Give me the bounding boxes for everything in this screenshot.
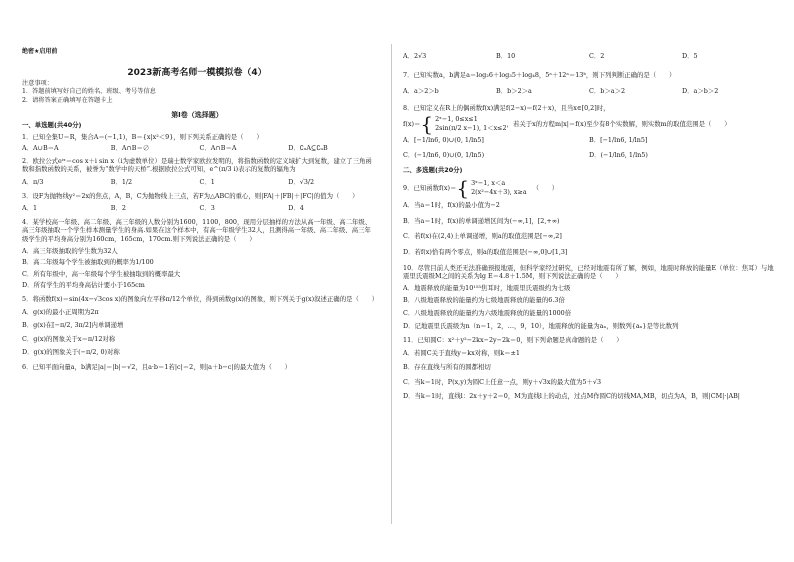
notes-block [22, 80, 372, 105]
option: A．π/3 [22, 177, 44, 186]
option: C．若f(x)在(2,4)上单调递增，则a的取值范围是[−∞,2] [403, 232, 562, 241]
question-4: 4．某学校高一年级、高二年级、高三年级的人数分别为1600，1100，800，现用分层抽样的方法从高一年级、高二年级、高三年级抽取一个学生样本测量学生的身高.如果在这个样本中，有高一年级学生32人，且测得高一年级、高二年级、高三年级学生的平均身高分别为160cm，165cm，170cm.则下列说法正确的是（ ） [22, 217, 372, 243]
note-2: 2．请将答案正确填写在答题卡上 [22, 96, 113, 104]
option: A．若圆C关于直线y＝kx对称，则k＝±1 [403, 348, 520, 357]
option: B．10 [496, 52, 516, 60]
case-1: 2ˣ−1, 0≤x≤1 [435, 115, 478, 124]
option: C．所有年级中，高一年级每个学生被抽取到的概率最大 [22, 269, 181, 278]
question-10-options [403, 284, 775, 330]
question-11-options [403, 349, 775, 401]
option: D．4 [288, 204, 304, 213]
secret-label: 绝密★启用前 [22, 48, 58, 55]
option: C．b＞a＞2 [589, 87, 626, 96]
option: A．a＞2＞b [403, 87, 439, 96]
option: A．2√3 [403, 52, 427, 60]
left-column [22, 121, 377, 371]
option: A．1 [22, 204, 38, 213]
option: C．1 [199, 177, 215, 186]
question-4-options [22, 247, 377, 290]
question-9-tail: （ ） [532, 183, 559, 192]
question-6: 6．已知平面向量a，b满足|a|＝|b|＝√2，且a·b＝1若|c|＝2，则|a＋b−c|的最大值为（ ） [22, 362, 292, 371]
note-1: 1．答题前填写好自己的姓名、班级、考号等信息 [22, 88, 156, 96]
option: A．[−1/ln6, 0)∪(0, 1/ln5] [403, 136, 484, 145]
option: B．2 [110, 204, 126, 213]
question-5-options [22, 308, 377, 357]
option: D．g(x)的图象关于(−π/2, 0)对称 [22, 348, 120, 357]
question-8-tail: ，若关于x的方程m|x|＝f(x)至少有8个实数解，则实数m的取值范围是（ ） [506, 120, 731, 129]
question-6-options [403, 52, 775, 61]
option: D．5 [682, 52, 698, 60]
section-multi-choice: 二、多选题(共20分) [403, 165, 463, 174]
option: D．(−1/ln6, 1/ln5) [589, 150, 648, 159]
option: B．存在直线与所有的圆都相切 [403, 363, 491, 372]
question-1-options [22, 144, 377, 153]
brace-icon: { [456, 176, 470, 201]
option: B．1/2 [110, 177, 133, 186]
notes-title: 注意事项： [22, 80, 53, 87]
question-3-options [22, 204, 377, 213]
section-single-choice: 一、单选题(共40分) [22, 121, 82, 129]
option: D．若f(x)恰有两个零点，则a的取值范围是(−∞,0]∪[1,3] [403, 247, 568, 256]
option: A．当a＝1时，f(x)的最小值为−2 [403, 201, 500, 210]
option: A．高三年级抽取的学生数为32人 [22, 246, 118, 255]
question-10: 10．尽管目前人类还无法准确预报地震，但科学家经过研究，已经对地震有所了解，例如，地震时释放的能量E（单位：焦耳）与地震里氏震级M之间的关系为lg E＝4.8＋1.5M，则下列说法正确的是（ ） [403, 263, 774, 281]
exam-title: 2023新高考名师一模模拟卷（4） [127, 68, 267, 78]
option: C．2 [589, 52, 605, 60]
option: B．A∩B＝∅ [110, 144, 150, 153]
column-divider [391, 44, 392, 524]
option: C．3 [199, 204, 215, 213]
question-9-options [403, 201, 775, 256]
question-9-stem: 9．已知函数f(x)＝ [403, 183, 457, 192]
cases [435, 115, 507, 133]
option: A．A∪B＝A [22, 144, 59, 153]
option: D．当k＝1时，直线l：2x＋y＋2＝0，M为直线l上的动点，过点M作圆C的切线MA,MB，切点为A，B，则|CM|·|AB| [403, 392, 740, 401]
option: D．所有学生的平均身高估计要小于165cm [22, 281, 145, 290]
case-2: 2sin(π/2 x−1), 1＜x≤2 [435, 124, 507, 133]
question-2-options [22, 178, 377, 187]
case-1: 3ˣ−1, x＜a [471, 179, 506, 188]
case-2: 2(x²−4x＋3), x≥a [471, 188, 527, 197]
option: C．(−1/ln6, 0)∪(0, 1/ln5) [403, 150, 485, 159]
question-5: 5．将函数f(x)＝sin(4x−√3cos x)的图象向左平移π/12个单位，得到函数g(x)的图象，则下列关于g(x)叙述正确的是（ ） [22, 294, 379, 303]
option: B．当a＝1时，f(x)的单调递增区间为(−∞,1]，[2,+∞) [403, 216, 560, 225]
option: A．g(x)的最小正周期为2π [22, 307, 99, 316]
question-3: 3．设F为抛物线y²＝2x的焦点，A，B，C为抛物线上三点，若F为△ABC的重心，则|FA|＋|FB|＋|FC|的值为（ ） [22, 191, 359, 200]
question-8: 8．已知定义在R上的偶函数f(x)满足f(2−x)＝f(2＋x)，且当x∈[0,2]时， [403, 103, 610, 112]
question-1: 1．已知全集U＝R，集合A＝(−1,1)，B＝{x|x²＜9}，则下列关系正确的是（ ） [22, 132, 263, 141]
option: B．高二年级每个学生被抽取到的概率为1/100 [22, 258, 154, 267]
fx-label: f(x)＝ [403, 120, 421, 129]
option: B．b＞2＞a [496, 87, 532, 96]
option: D．记地震里氏震级为n（n＝1，2，…，9，10），地震释放的能量为aₙ，则数列{aₙ}是等比数列 [403, 321, 679, 330]
question-7: 7．已知实数a，b满足a＝log₂6＋log₃5＋log₄8，5ᵃ＋12ᵃ＝13ᵇ，则下列判断正确的是（ ） [403, 70, 676, 79]
option: B．[−1/ln6, 1/ln5] [589, 136, 648, 145]
option: D．√3/2 [288, 177, 315, 186]
option: C．g(x)的图象关于x＝π/12对称 [22, 334, 116, 343]
option: C．当k＝1时，P(x,y)为圆C上任意一点，则y＋√3x的最大值为5＋√3 [403, 377, 602, 386]
option: B．g(x)在[−π/2, 3π/2]内单调递增 [22, 321, 124, 330]
option: C．八级地震释放的能量约为六级地震释放的能量的1000倍 [403, 308, 572, 317]
question-8-options [403, 136, 775, 159]
question-7-options [403, 87, 775, 96]
question-2: 2．欧拉公式eⁱˣ＝cos x＋i sin x（i为虚数单位）是瑞士数学家欧拉发明的，将指数函数的定义域扩大到复数，建立了三角函数和指数函数的关系，被誉为“数学中的天桥”.根据欧拉公式可知，e^(π/3 i)表示的复数的辐角为 [22, 156, 372, 174]
question-9 [403, 176, 775, 201]
right-column [403, 52, 775, 401]
option: B．八级地震释放的能量约为七级地震释放的能量的6.3倍 [403, 296, 565, 305]
brace-icon: { [420, 112, 434, 137]
option: C．A∩B＝A [199, 144, 237, 153]
option: D．a＞b＞2 [682, 87, 719, 96]
question-8-piecewise [403, 112, 775, 137]
question-11: 11．已知圆C：x²＋y²−2kx−2y−2k＝0，则下列命题是真命题的是（ ） [403, 336, 623, 345]
volume-title: 第I卷（选择题） [171, 111, 223, 119]
option: A．地震释放的能量为10¹⁵³焦耳时，地震里氏震级约为七级 [403, 283, 571, 292]
option: D．∁ᵤA⊆∁ᵤB [288, 144, 328, 153]
cases [471, 179, 527, 197]
